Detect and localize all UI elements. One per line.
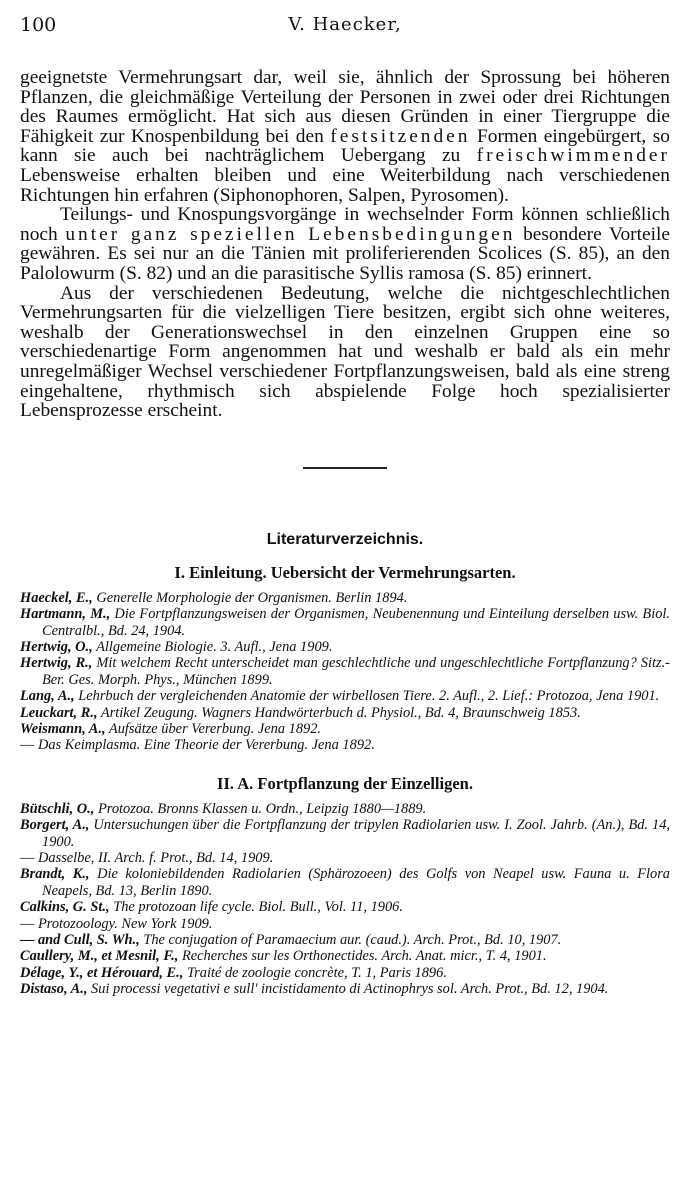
reference-text: The protozoan life cycle. Biol. Bull., Vol. 11, 1906. xyxy=(113,899,403,916)
reference-text: Lehrbuch der vergleichenden Anatomie der wirbellosen Tiere. 2. Aufl., 2. Lief.: Protozoa, Jena 1901. xyxy=(78,688,660,705)
reference-entry xyxy=(20,801,670,817)
reference-author: Borgert, A., xyxy=(20,817,90,834)
reference-entry xyxy=(20,817,670,850)
reference-entry xyxy=(20,606,670,639)
reference-entry xyxy=(20,916,670,932)
reference-text: Dasselbe, II. Arch. f. Prot., Bd. 14, 1909. xyxy=(38,849,274,866)
reference-text: The conjugation of Paramaecium aur. (caud.). Arch. Prot., Bd. 10, 1907. xyxy=(143,932,562,948)
reference-author: Calkins, G. St., xyxy=(20,899,110,916)
reference-entry xyxy=(20,850,670,866)
reference-text: Recherches sur les Orthonectides. Arch. Anat. micr., T. 4, 1901. xyxy=(181,948,547,965)
spaced-term: unter ganz speziellen Lebensbedingungen xyxy=(65,223,516,245)
reference-author: Hertwig, O., xyxy=(20,638,93,655)
reference-entry xyxy=(20,932,670,948)
page-header xyxy=(20,14,670,46)
reference-text: Allgemeine Biologie. 3. Aufl., Jena 1909. xyxy=(96,638,333,655)
reference-entry xyxy=(20,866,670,899)
reference-text: Sui processi vegetativi e sull' incistidamento di Actinophrys sol. Arch. Prot., Bd. 12, 1904. xyxy=(91,981,609,998)
paragraph-3: Aus der verschiedenen Bedeutung, welche die nichtgeschlechtlichen Vermehrungsarten für die vielzelligen Tiere besitzen, ergibt sich ohne weiteres, weshalb der Generationswechsel in den einzelnen Gruppen eine so verschiedenartige Form angenommen hat und weshalb er bald als ein mehr unregelmäßiger Wechsel verschiedener Fortpflanzungsweisen, bald als eine streng eingehaltene, rhythmisch sich abspielende Folge hoch spezialisierter Lebensprozesse erscheint. xyxy=(20,282,670,422)
reference-list-1 xyxy=(20,590,670,754)
reference-author: Leuckart, R., xyxy=(20,704,98,721)
section-heading-2: II. A. Fortpflanzung der Einzelligen. xyxy=(217,773,473,793)
page xyxy=(20,14,670,998)
reference-author: Haeckel, E., xyxy=(20,589,93,606)
reference-text: Generelle Morphologie der Organismen. Berlin 1894. xyxy=(96,589,408,606)
reference-author: Brandt, K., xyxy=(20,866,90,883)
section-heading-1: I. Einleitung. Uebersicht der Vermehrungsarten. xyxy=(174,562,516,582)
reference-author: Délage, Y., et Hérouard, E., xyxy=(20,964,184,981)
reference-author: Distaso, A., xyxy=(20,981,88,998)
reference-entry xyxy=(20,655,670,688)
paragraph-1: geeignetste Vermehrungsart dar, weil sie, ähnlich der Sprossung bei höheren Pflanzen, die gleichmäßige Verteilung der Personen in zwei oder drei Richtungen des Raumes ermöglicht. Hat sich aus diesen Gründen in einer Tiergruppe die Fähigkeit zur Knospenbildung bei den festsitzenden Formen eingebürgert, so kann sie auch bei nachträglichem Uebergang zu freischwimmender Lebensweise erhalten bleiben und eine Weiterbildung nach verschiedenen Richtungen hin erfahren (Siphonophoren, Salpen, Pyrosomen). xyxy=(20,67,670,206)
body-text xyxy=(20,68,670,421)
reference-author: — xyxy=(20,849,35,866)
reference-author: — xyxy=(20,915,35,932)
reference-entry xyxy=(20,948,670,964)
reference-author: Bütschli, O., xyxy=(20,800,95,817)
reference-entry xyxy=(20,639,670,655)
paragraph-2: Teilungs- und Knospungsvorgänge in wechselnder Form können schließlich noch unter ganz speziellen Lebensbedingungen besondere Vorteile gewähren. Es sei nur an die Tänien mit proliferierenden Scolices (S. 85), an den Palolowurm (S. 82) und an die parasitische Syllis ramosa (S. 85) erinnert. xyxy=(20,204,671,284)
reference-text: Protozoology. New York 1909. xyxy=(38,915,213,932)
reference-text: Das Keimplasma. Eine Theorie der Vererbung. Jena 1892. xyxy=(38,737,375,754)
reference-entry xyxy=(20,981,670,997)
reference-entry xyxy=(20,705,670,721)
reference-author: — and Cull, S. Wh., xyxy=(20,932,140,948)
reference-text: Die koloniebildenden Radiolarien (Sphärozoeen) des Golfs von Neapel usw. Fauna u. Flora Neapels, Bd. 13, Berlin 1890. xyxy=(42,866,670,899)
reference-author: Weismann, A., xyxy=(20,720,106,737)
spaced-term: festsitzenden xyxy=(330,125,471,147)
running-head: V. Haecker, xyxy=(288,14,402,35)
reference-entry xyxy=(20,899,670,915)
reference-entry xyxy=(20,965,670,981)
reference-author: — xyxy=(20,737,35,754)
literature-title: Literaturverzeichnis. xyxy=(266,530,424,548)
page-number: 100 xyxy=(20,14,57,36)
reference-entry xyxy=(20,590,670,606)
reference-entry xyxy=(20,737,670,753)
reference-entry xyxy=(20,721,670,737)
reference-text: Protozoa. Bronns Klassen u. Ordn., Leipzig 1880—1889. xyxy=(97,800,427,817)
reference-author: Lang, A., xyxy=(20,688,75,705)
reference-entry xyxy=(20,688,670,704)
reference-author: Hartmann, M., xyxy=(20,606,111,623)
reference-list-2 xyxy=(20,801,670,998)
reference-text: Traité de zoologie concrète, T. 1, Paris 1896. xyxy=(186,964,447,981)
reference-text: Die Fortpflanzungsweisen der Organismen, Neubenennung und Einteilung derselben usw. Biol. Centralbl., Bd. 24, 1904. xyxy=(42,606,670,639)
reference-author: Hertwig, R., xyxy=(20,655,93,672)
reference-text: Artikel Zeugung. Wagners Handwörterbuch d. Physiol., Bd. 4, Braunschweig 1853. xyxy=(100,704,581,721)
reference-author: Caullery, M., et Mesnil, F., xyxy=(20,948,179,965)
reference-text: Mit welchem Recht unterscheidet man geschlechtliche und ungeschlechtliche Fortpflanzung? Sitz.-Ber. Ges. Morph. Phys., München 1899. xyxy=(42,655,670,688)
reference-text: Untersuchungen über die Fortpflanzung der tripylen Radiolarien usw. I. Zool. Jahrb. (An.), Bd. 14, 1900. xyxy=(42,817,670,850)
reference-text: Aufsätze über Vererbung. Jena 1892. xyxy=(108,720,322,737)
spaced-term: freischwimmender xyxy=(476,145,670,167)
section-divider xyxy=(303,467,387,469)
